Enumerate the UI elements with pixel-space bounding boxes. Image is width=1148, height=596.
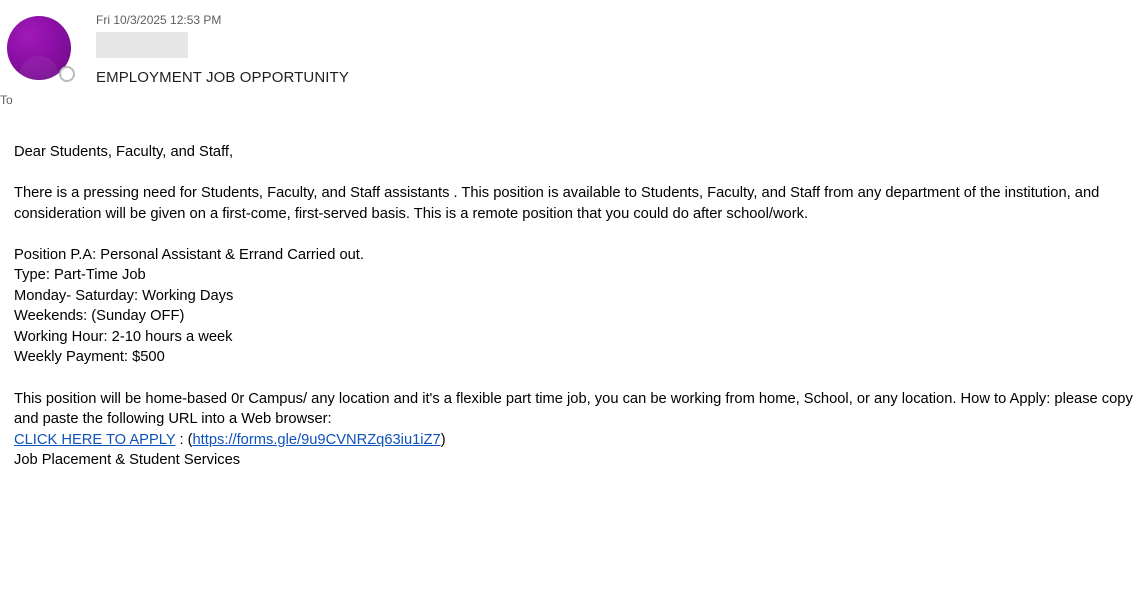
apply-form-url-link[interactable]: https://forms.gle/9u9CVNRZq63iu1iZ7 — [192, 431, 441, 448]
job-detail-type: Type: Part-Time Job — [14, 267, 146, 284]
sender-name-redacted — [96, 32, 188, 58]
spacer-3 — [14, 368, 1134, 389]
click-here-to-apply-link[interactable]: CLICK HERE TO APPLY — [14, 431, 176, 448]
spacer-1 — [14, 163, 1134, 184]
apply-close-paren: ) — [440, 431, 446, 448]
job-details-list — [14, 245, 1134, 369]
apply-line — [14, 430, 1134, 451]
recipient-row — [0, 92, 13, 108]
email-header — [0, 0, 1148, 110]
job-detail-position: Position P.A: Personal Assistant & Errand Carried out. — [14, 246, 364, 263]
job-detail-working-days: Monday- Saturday: Working Days — [14, 287, 234, 304]
greeting-text: Dear Students, Faculty, and Staff, — [14, 144, 234, 160]
job-detail-payment: Weekly Payment: $500 — [14, 349, 165, 366]
closing-paragraph: This position will be home-based 0r Campus/ any location and it's a flexible part time job, you can be working from home, School, or any location. How to Apply: please copy and paste the following URL into a Web browser: — [14, 390, 1133, 428]
spacer-2 — [14, 224, 1134, 245]
intro-paragraph: There is a pressing need for Students, Faculty, and Staff assistants . This position is available to Students, Faculty, and Staff from any department of the institution, and consideration will be given on a first-come, first-served basis. This is a remote position that you could do after school/work. — [14, 185, 1100, 222]
apply-separator-text: : ( — [175, 431, 193, 448]
job-detail-weekends: Weekends: (Sunday OFF) — [14, 308, 185, 325]
email-body — [0, 110, 1148, 471]
email-subject: EMPLOYMENT JOB OPPORTUNITY — [96, 69, 349, 86]
signature-text: Job Placement & Student Services — [14, 452, 241, 469]
avatar[interactable] — [7, 16, 71, 80]
message-timestamp: Fri 10/3/2025 12:53 PM — [96, 13, 222, 27]
presence-status-icon — [59, 66, 75, 82]
job-detail-hours: Working Hour: 2-10 hours a week — [14, 328, 233, 345]
to-label: To — [0, 93, 13, 107]
email-header-main — [96, 10, 1148, 88]
